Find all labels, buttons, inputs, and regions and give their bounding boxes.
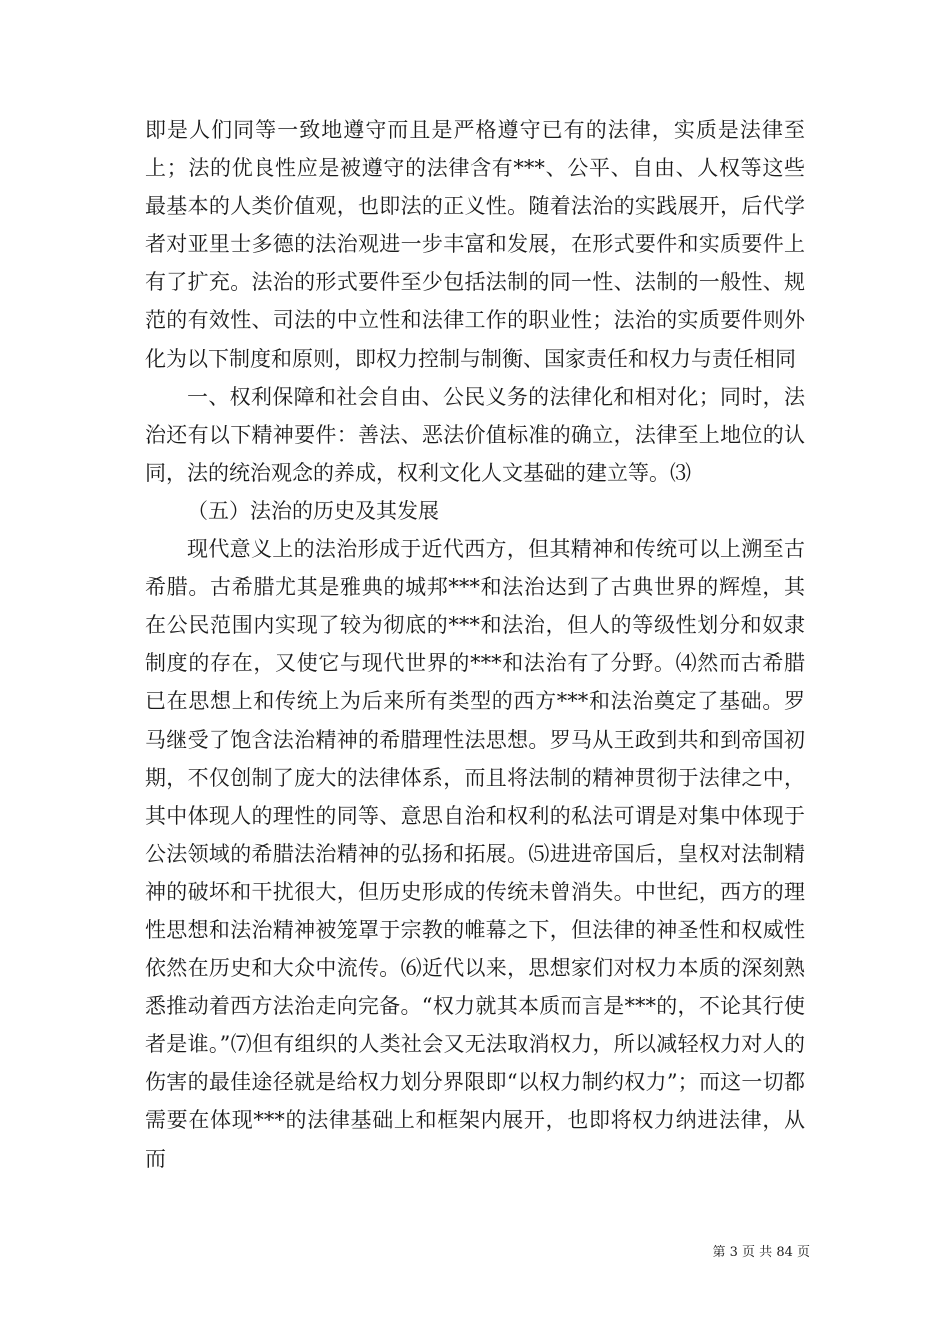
section-heading: （五）法治的历史及其发展: [187, 498, 439, 523]
page-number-footer: 第 3 页 共 84 页: [712, 1245, 810, 1260]
paragraph-2: 一、权利保障和社会自由、公民义务的法律化和相对化；同时，法治还有以下精神要件：善法、恶法价值标准的确立，法律至上地位的认同，法的统治观念的养成，权利文化人文基础的建立等。⑶: [145, 384, 805, 485]
paragraph-1: 即是人们同等一致地遵守而且是严格遵守已有的法律，实质是法律至上；法的优良性应是被遵守的法律含有***、公平、自由、人权等这些最基本的人类价值观，也即法的正义性。随着法治的实践展开，后代学者对亚里士多德的法治观进一步丰富和发展，在形式要件和实质要件上有了扩充。法治的形式要件至少包括法制的同一性、法制的一般性、规范的有效性、司法的中立性和法律工作的职业性；法治的实质要件则外化为以下制度和原则，即权力控制与制衡、国家责任和权力与责任相同: [145, 118, 805, 371]
paragraph-3: 现代意义上的法治形成于近代西方，但其精神和传统可以上溯至古希腊。古希腊尤其是雅典的城邦***和法治达到了古典世界的辉煌，其在公民范围内实现了较为彻底的***和法治，但人的等级性划分和奴隶制度的存在，又使它与现代世界的***和法治有了分野。⑷然而古希腊已在思想上和传统上为后来所有类型的西方***和法治奠定了基础。罗马继受了饱含法治精神的希腊理性法思想。罗马从王政到共和到帝国初期，不仅创制了庞大的法律体系，而且将法制的精神贯彻于法律之中，其中体现人的理性的同等、意思自治和权利的私法可谓是对集中体现于公法领域的希腊法治精神的弘扬和拓展。⑸进进帝国后，皇权对法制精神的破坏和干扰很大，但历史形成的传统未曾消失。中世纪，西方的理性思想和法治精神被笼罩于宗教的帷幕之下，但法律的神圣性和权威性依然在历史和大众中流传。⑹近代以来，思想家们对权力本质的深刻熟悉推动着西方法治走向完备。“权力就其本质而言是***的，不论其行使者是谁。”⑺但有组织的人类社会又无法取消权力，所以减轻权力对人的伤害的最佳途径就是给权力划分界限即“以权力制约权力”；而这一切都需要在体现***的法律基础上和框架内展开，也即将权力纳进法律，从而: [145, 537, 805, 1171]
body-text: [145, 111, 805, 1178]
